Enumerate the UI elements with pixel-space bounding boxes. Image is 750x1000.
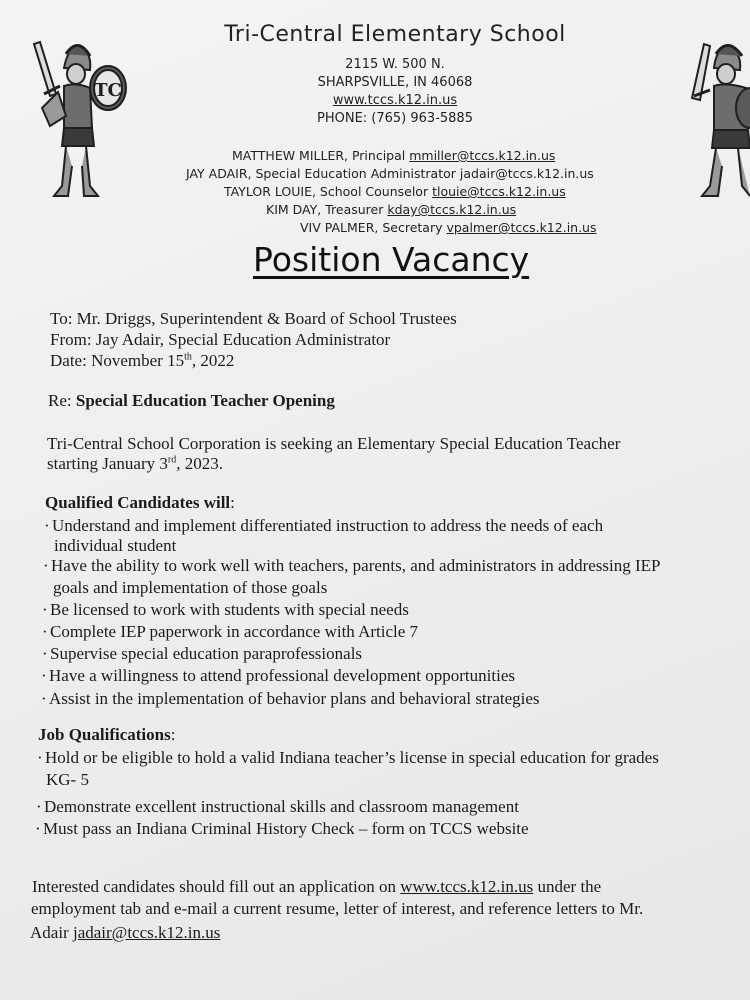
bullet-dot: · bbox=[41, 666, 47, 685]
memo-from: From: Jay Adair, Special Education Administrator bbox=[50, 330, 391, 349]
bullet-dot: · bbox=[42, 622, 48, 641]
staff-email-link[interactable]: mmiller@tccs.k12.in.us bbox=[409, 148, 556, 163]
list-item-text: Complete IEP paperwork in accordance with Article 7 bbox=[50, 622, 419, 641]
staff-treasurer bbox=[266, 202, 516, 217]
staff-counselor bbox=[224, 184, 566, 199]
list-item bbox=[41, 666, 515, 686]
list-item-text: Be licensed to work with students with special needs bbox=[50, 600, 409, 619]
list-item-text: Understand and implement differentiated instruction to address the needs of each bbox=[52, 516, 604, 535]
address-street: 2115 W. 500 N. bbox=[345, 57, 445, 72]
shield-monogram: TC bbox=[94, 80, 122, 101]
list-item bbox=[42, 600, 409, 620]
candidates-heading-text: Qualified Candidates will bbox=[45, 493, 231, 512]
address-city: SHARPSVILLE, IN 46068 bbox=[317, 75, 473, 90]
memo-date-text: Date: November 15 bbox=[50, 351, 185, 370]
list-item-continued: goals and implementation of those goals bbox=[53, 578, 328, 597]
staff-email-link[interactable]: vpalmer@tccs.k12.in.us bbox=[446, 220, 597, 235]
list-item-text: Hold or be eligible to hold a valid Indiana teacher’s license in special education for grades bbox=[45, 748, 659, 767]
trojan-mascot-left-icon bbox=[28, 36, 128, 201]
school-name: Tri-Central Elementary School bbox=[224, 22, 566, 47]
staff-title: VIV PALMER, Secretary bbox=[300, 220, 443, 235]
intro-start-text: starting January 3 bbox=[47, 454, 168, 473]
page-title: Position Vacancy bbox=[253, 240, 530, 279]
application-website-link[interactable]: www.tccs.k12.in.us bbox=[400, 877, 534, 896]
closing-line-2: employment tab and e-mail a current resume, letter of interest, and reference letters to Mr. bbox=[31, 899, 644, 918]
list-item-text: Must pass an Indiana Criminal History Check – form on TCCS website bbox=[43, 819, 529, 838]
bullet-dot: · bbox=[35, 819, 41, 838]
staff-email-link[interactable]: tlouie@tccs.k12.in.us bbox=[432, 184, 566, 199]
list-item bbox=[35, 819, 529, 839]
closing-line-3 bbox=[30, 923, 220, 943]
candidates-heading bbox=[45, 493, 235, 513]
qualifications-heading-text: Job Qualifications bbox=[38, 725, 171, 744]
closing-line-1 bbox=[32, 877, 601, 897]
candidates-heading-colon: : bbox=[230, 493, 235, 512]
intro-line-2 bbox=[47, 454, 223, 474]
memo-date-ordinal: th bbox=[184, 351, 192, 363]
list-item-text: Have the ability to work well with teachers, parents, and administrators in addressing IEP bbox=[51, 556, 661, 575]
school-phone: PHONE: (765) 963-5885 bbox=[317, 111, 473, 126]
memo-subject-text: Special Education Teacher Opening bbox=[75, 391, 335, 410]
bullet-dot: · bbox=[44, 516, 50, 535]
bullet-dot: · bbox=[37, 748, 43, 767]
bullet-dot: · bbox=[42, 600, 48, 619]
bullet-dot: · bbox=[36, 797, 42, 816]
staff-email-link[interactable]: kday@tccs.k12.in.us bbox=[387, 202, 517, 217]
bullet-dot: · bbox=[42, 644, 48, 663]
list-item bbox=[44, 516, 603, 536]
bullet-dot: · bbox=[43, 556, 49, 575]
list-item bbox=[37, 748, 659, 768]
list-item-text: Assist in the implementation of behavior plans and behavioral strategies bbox=[49, 689, 540, 708]
memo-to: To: Mr. Driggs, Superintendent & Board of School Trustees bbox=[50, 309, 457, 328]
contact-email-link[interactable]: jadair@tccs.k12.in.us bbox=[72, 923, 221, 942]
staff-title: TAYLOR LOUIE, School Counselor bbox=[224, 184, 429, 199]
list-item bbox=[42, 644, 362, 664]
list-item-continued: individual student bbox=[54, 536, 177, 555]
memo-subject-label: Re: bbox=[48, 391, 72, 410]
list-item bbox=[41, 689, 540, 709]
list-item bbox=[36, 797, 519, 817]
memo-subject bbox=[48, 391, 335, 411]
list-item-continued: KG- 5 bbox=[46, 770, 89, 789]
staff-principal bbox=[232, 148, 555, 163]
trojan-mascot-right-icon bbox=[680, 38, 750, 198]
closing-text: Interested candidates should fill out an application on bbox=[32, 877, 401, 896]
list-item-text: Supervise special education paraprofessionals bbox=[50, 644, 363, 663]
staff-secretary bbox=[300, 220, 597, 235]
list-item bbox=[43, 556, 661, 576]
school-website-link[interactable]: www.tccs.k12.in.us bbox=[332, 93, 458, 108]
closing-text-end: under the bbox=[533, 877, 602, 896]
staff-sped-admin bbox=[186, 166, 594, 181]
bullet-dot: · bbox=[41, 689, 47, 708]
staff-title: MATTHEW MILLER, Principal bbox=[232, 148, 406, 163]
list-item-text: Demonstrate excellent instructional skills and classroom management bbox=[44, 797, 519, 816]
intro-ordinal: rd bbox=[167, 454, 177, 466]
qualifications-heading-colon: : bbox=[170, 725, 176, 744]
staff-title: KIM DAY, Treasurer bbox=[266, 202, 384, 217]
staff-title: JAY ADAIR, Special Education Administrator bbox=[186, 166, 456, 181]
closing-recipient: Adair bbox=[30, 923, 73, 942]
memo-date bbox=[50, 351, 234, 371]
intro-year: , 2023. bbox=[176, 454, 223, 473]
staff-email-link[interactable]: jadair@tccs.k12.in.us bbox=[459, 166, 594, 181]
memo-date-year: , 2022 bbox=[191, 351, 235, 370]
qualifications-heading bbox=[38, 725, 175, 745]
list-item-text: Have a willingness to attend professional development opportunities bbox=[49, 666, 515, 685]
list-item bbox=[42, 622, 418, 642]
intro-line-1: Tri-Central School Corporation is seeking an Elementary Special Education Teacher bbox=[47, 434, 621, 453]
